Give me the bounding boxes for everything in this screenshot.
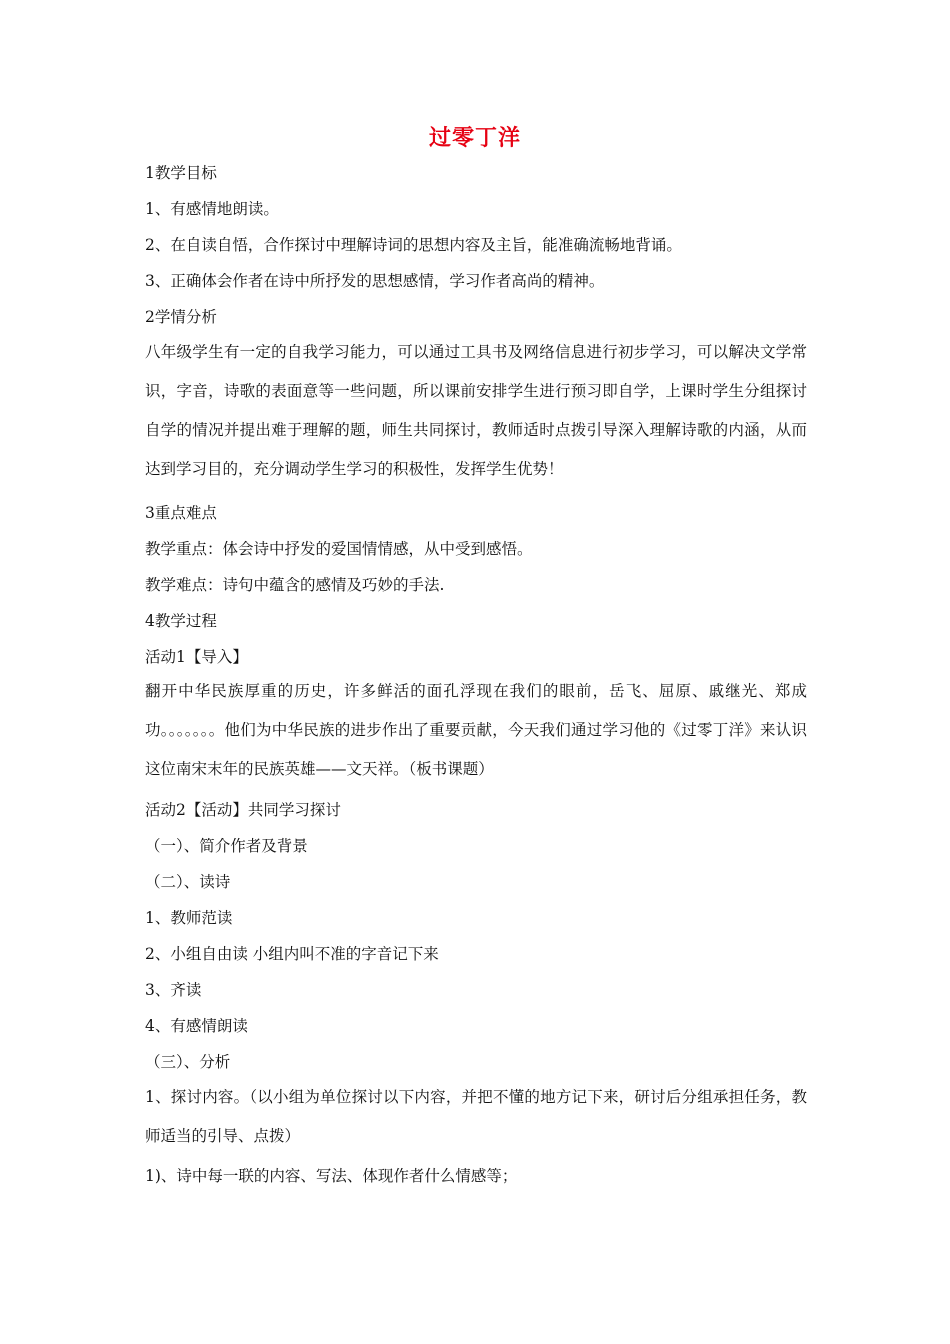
section-heading-key-points: 3重点难点 [145, 504, 217, 522]
reading-step-4: 4、有感情朗读 [145, 1017, 248, 1035]
section-heading-process: 4教学过程 [145, 612, 217, 630]
activity-1-heading: 活动1【导入】 [145, 648, 248, 666]
analysis-step-1: 1、探讨内容。（以小组为单位探讨以下内容，并把不懂的地方记下来，研讨后分组承担任务，教师适当的引导、点拨） [145, 1088, 807, 1145]
section-heading-objectives: 1教学目标 [145, 164, 217, 182]
objective-item-3: 3、正确体会作者在诗中所抒发的思想感情，学习作者高尚的精神。 [145, 272, 605, 290]
student-analysis-paragraph: 八年级学生有一定的自我学习能力，可以通过工具书及网络信息进行初步学习，可以解决文学常识，字音，诗歌的表面意等一些问题，所以课前安排学生进行预习即自学，上课时学生分组探讨自学的情况并提出难于理解的题，师生共同探讨，教师适时点拨引导深入理解诗歌的内涵，从而达到学习目的，充分调动学生学习的积极性，发挥学生优势！ [145, 343, 807, 478]
section-heading-analysis: 2学情分析 [145, 308, 217, 326]
objective-item-2: 2、在自读自悟，合作探讨中理解诗词的思想内容及主旨，能准确流畅地背诵。 [145, 236, 682, 254]
activity-1-paragraph: 翻开中华民族厚重的历史，许多鲜活的面孔浮现在我们的眼前，岳飞、屈原、戚继光、郑成功。。。。。。。他们为中华民族的进步作出了重要贡献，今天我们通过学习他的《过零丁洋》来认识这位南宋末年的民族英雄——文天祥。（板书课题） [145, 682, 807, 778]
reading-step-1: 1、教师范读 [145, 909, 233, 927]
difficult-point-text: 教学难点：诗句中蕴含的感情及巧妙的手法. [145, 576, 445, 594]
reading-step-3: 3、齐读 [145, 981, 202, 999]
activity-2-heading: 活动2【活动】共同学习探讨 [145, 801, 341, 819]
part-3-heading: （三）、分析 [145, 1053, 231, 1071]
analysis-step-1-sub-1: 1)、诗中每一联的内容、写法、体现作者什么情感等； [145, 1167, 518, 1185]
objective-item-1: 1、有感情地朗读。 [145, 200, 279, 218]
part-1-heading: （一）、简介作者及背景 [145, 837, 308, 855]
document-title: 过零丁洋 [428, 125, 521, 151]
part-2-heading: （二）、读诗 [145, 873, 231, 891]
reading-step-2: 2、小组自由读 小组内叫不准的字音记下来 [145, 945, 439, 963]
key-point-text: 教学重点：体会诗中抒发的爱国情情感，从中受到感悟。 [145, 540, 533, 558]
